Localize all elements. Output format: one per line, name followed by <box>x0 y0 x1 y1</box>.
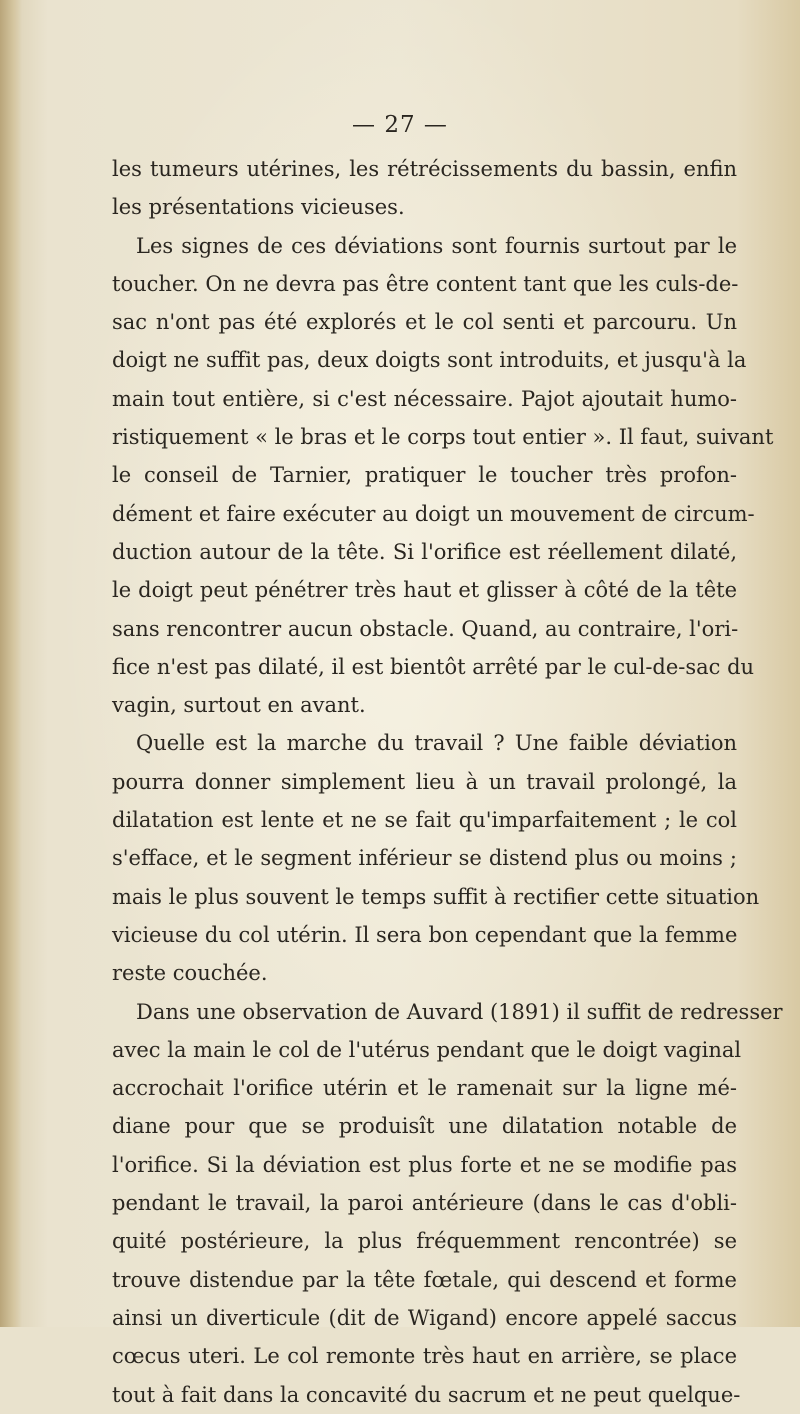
text-line: Quelle est la marche du travail ? Une faible déviation <box>136 731 737 756</box>
text-line: dément et faire exécuter au doigt un mouvement de circum- <box>112 501 755 526</box>
text-line: accrochait l'orifice utérin et le ramenait sur la ligne mé- <box>112 1076 737 1101</box>
text-line: mais le plus souvent le temps suffit à rectifier cette situation <box>112 884 760 909</box>
text-line: pendant le travail, la paroi antérieure (dans le cas d'obli- <box>112 1191 737 1216</box>
text-line: le doigt peut pénétrer très haut et glisser à côté de la tête <box>112 578 737 603</box>
text-line: le conseil de Tarnier, pratiquer le toucher très profon- <box>112 463 737 488</box>
text-line: avec la main le col de l'utérus pendant que le doigt vaginal <box>112 1037 742 1062</box>
text-line: toucher. On ne devra pas être content tant que les culs-de- <box>112 271 739 296</box>
text-line: sans rencontrer aucun obstacle. Quand, au contraire, l'ori- <box>112 616 739 641</box>
text-line: trouve distendue par la tête fœtale, qui descend et forme <box>112 1267 737 1292</box>
text-line: fice n'est pas dilaté, il est bientôt arrêté par le cul-de-sac du <box>112 654 755 679</box>
text-line: sac n'ont pas été explorés et le col senti et parcouru. Un <box>112 310 737 335</box>
text-line: reste couchée. <box>112 961 268 986</box>
text-line: doigt ne suffit pas, deux doigts sont introduits, et jusqu'à la <box>112 348 747 373</box>
text-line: vagin, surtout en avant. <box>112 693 366 718</box>
text-line: l'orifice. Si la déviation est plus forte et ne se modifie pas <box>112 1152 737 1177</box>
text-line: duction autour de la tête. Si l'orifice est réellement dilaté, <box>112 539 737 564</box>
text-line: cœcus uteri. Le col remonte très haut en arrière, se place <box>112 1344 737 1369</box>
text-line: les présentations vicieuses. <box>112 195 405 220</box>
text-line: quité postérieure, la plus fréquemment rencontrée) se <box>112 1229 737 1254</box>
text-line: ristiquement « le bras et le corps tout entier ». Il faut, suivant <box>112 425 774 450</box>
body-text <box>112 150 783 1414</box>
text-line: pourra donner simplement lieu à un travail prolongé, la <box>112 769 737 794</box>
text-line: vicieuse du col utérin. Il sera bon cependant que la femme <box>112 922 738 947</box>
text-line: dilatation est lente et ne se fait qu'imparfaitement ; le col <box>112 808 737 833</box>
page-spine-shadow <box>0 0 22 1327</box>
page-number: — 27 — <box>352 112 448 138</box>
text-line: les tumeurs utérines, les rétrécissements du bassin, enfin <box>112 157 737 181</box>
text-line: ainsi un diverticule (dit de Wigand) encore appelé saccus <box>112 1305 737 1330</box>
text-line: Dans une observation de Auvard (1891) il suffit de redresser <box>136 999 783 1024</box>
text-line: Les signes de ces déviations sont fournis surtout par le <box>136 233 737 258</box>
text-line: tout à fait dans la concavité du sacrum et ne peut quelque- <box>112 1382 741 1407</box>
text-line: s'efface, et le segment inférieur se distend plus ou moins ; <box>112 846 737 871</box>
text-line: diane pour que se produisît une dilatation notable de <box>112 1114 737 1139</box>
text-line: main tout entière, si c'est nécessaire. Pajot ajoutait humo- <box>112 386 737 411</box>
